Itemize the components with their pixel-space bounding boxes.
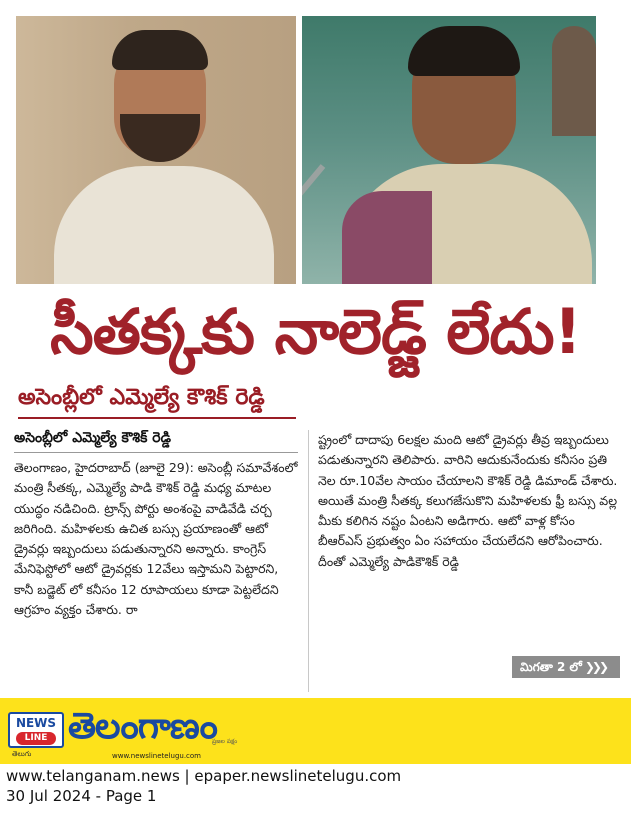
- logo-line-text: LINE: [16, 732, 56, 745]
- logo-subtitle: తెలుగు: [12, 750, 32, 758]
- photo-figure-beard: [120, 114, 200, 162]
- photo-figure-hair: [112, 30, 208, 70]
- column-title: అసెంబ్లీలో ఎమ్మెల్యే కౌశిక్ రెడ్డి: [14, 428, 298, 453]
- photo-mla-kaushik-reddy: [16, 16, 296, 284]
- masthead-title: తెలంగాణం: [68, 706, 217, 747]
- photo-collage: [16, 16, 596, 284]
- photo-figure-blouse: [342, 191, 432, 284]
- subheadline-underline: [18, 417, 296, 419]
- continued-label: మిగతా 2 లో: [520, 660, 582, 674]
- article-column-left: [14, 428, 298, 620]
- article-text-left: తెలంగాణం, హైదరాబాద్ (జూలై 29): అసెంబ్లీ సమావేశంలో మంత్రి సీతక్క, ఎమ్మెల్యే పాడి కౌశిక్ రెడ్డి మధ్య మాటల యుద్ధం నడిచింది. ట్రాన్స్ పోర్టు అంశంపై వాడివేడి చర్చ జరిగింది. మహిళలకు ఉచిత బస్సు ప్రయాణంతో ఆటో డ్రైవర్లు ఇబ్బందులు పడుతున్నారని అన్నారు. కాంగ్రెస్ మేనిఫెస్టోలో ఆటో డ్రైవర్లకు 12వేలు ఇస్తామని పెట్టారని, కానీ బడ్జెట్ లో కనీసం 12 రూపాయలు కూడా పెట్టలేదని ఆగ్రహం వ్యక్తం చేశారు. రా: [14, 460, 298, 618]
- article-text-right: ష్ట్రంలో దాదాపు 6లక్షల మంది ఆటో డ్రైవర్లు తీవ్ర ఇబ్బందులు పడుతున్నారని తెలిపారు. వారిని ఆదుకునేందుకు కనీసం ప్రతి నెల రూ.10వేల సాయం చేయాలని కౌశిక్ రెడ్డి డిమాండ్ చేశారు. అయితే మంత్రి సీతక్క కలుగజేసుకొని మహిళలకు ఫ్రీ బస్సు వల్ల మీకు కలిగిన నష్టం ఏంటని అడిగారు. ఆటో వాళ్ల కోసం బీఆర్ఎస్ ప్రభుత్వం ఏం సహాయం చేయలేదని ఆరోపించారు. దీంతో ఎమ్మెల్యే పాడికౌశిక్ రెడ్డి: [318, 432, 618, 569]
- photo-background-figure: [552, 26, 596, 136]
- footer-sites[interactable]: www.telanganam.news | epaper.newslinetelugu.com: [6, 767, 402, 785]
- masthead-url[interactable]: www.newslinetelugu.com: [112, 752, 201, 760]
- headline: సీతక్కకు నాలెడ్జ్ లేదు!: [50, 295, 581, 368]
- microphone-icon: [302, 164, 325, 267]
- column-divider: [308, 430, 309, 692]
- triple-chevron-right-icon: ❯❯❯: [584, 660, 607, 674]
- masthead-tagline: ప్రజల పక్షం: [212, 738, 238, 745]
- logo-news-text: NEWS: [15, 716, 57, 730]
- article-column-right: [318, 430, 618, 572]
- newsline-logo[interactable]: [8, 712, 64, 748]
- footer-date-page: 30 Jul 2024 - Page 1: [6, 787, 157, 805]
- photo-minister-seethakka: [302, 16, 596, 284]
- continued-on-page-button[interactable]: [512, 656, 620, 678]
- photo-figure-body: [54, 166, 274, 284]
- photo-figure-hair: [408, 26, 520, 76]
- subheadline: అసెంబ్లీలో ఎమ్మెల్యే కౌశిక్ రెడ్డి: [18, 385, 265, 410]
